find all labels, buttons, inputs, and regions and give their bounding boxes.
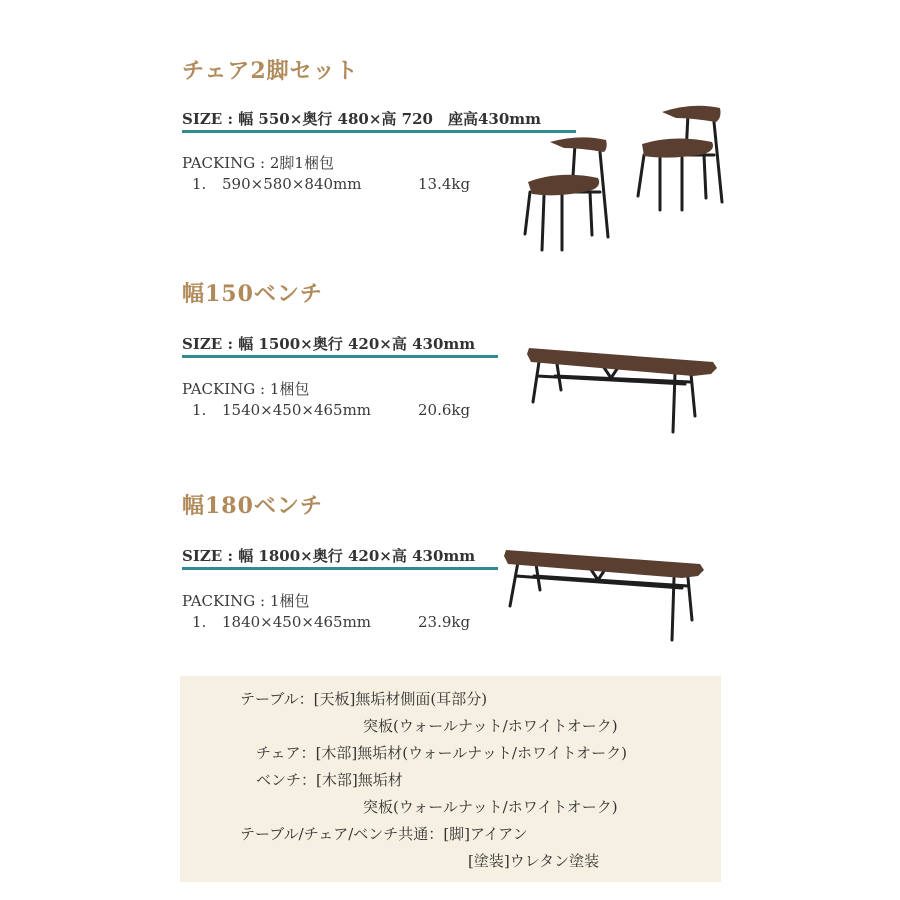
materials-common-row	[240, 823, 528, 844]
bench-150-title: 幅150ベンチ	[182, 281, 323, 307]
chair-set-package-row	[192, 175, 470, 193]
materials-table-row	[240, 688, 487, 709]
materials-common-line2: [塗装]ウレタン塗装	[468, 852, 600, 870]
package-weight: 23.9kg	[418, 613, 471, 631]
package-dimensions: 1840×450×465mm	[222, 613, 372, 631]
package-dimensions: 1540×450×465mm	[222, 401, 372, 419]
materials-bench-row	[256, 769, 403, 790]
package-number: 1.	[192, 401, 207, 419]
package-number: 1.	[192, 175, 207, 193]
materials-bench-label: ベンチ：	[256, 771, 317, 789]
package-dimensions: 590×580×840mm	[222, 175, 362, 193]
bench-150-package-row	[192, 401, 470, 419]
materials-bench-line2: 突板(ウォールナット/ホワイトオーク)	[363, 798, 618, 816]
materials-common-line1: [脚]アイアン	[443, 825, 528, 843]
bench-180-packing-label: PACKING : 1梱包	[182, 592, 310, 610]
package-weight: 13.4kg	[418, 175, 471, 193]
bench-150-image	[525, 340, 720, 435]
materials-table-line2: 突板(ウォールナット/ホワイトオーク)	[363, 717, 618, 735]
bench-180-image	[502, 546, 707, 644]
chair-set-divider	[182, 130, 576, 133]
bench-150-divider	[182, 355, 498, 358]
package-number: 1.	[192, 613, 207, 631]
materials-table-label: テーブル：	[240, 690, 314, 708]
chair-set-title: チェア2脚セット	[182, 58, 359, 84]
bench-150-size: SIZE : 幅 1500×奥行 420×高 430mm	[182, 335, 476, 353]
materials-chair-line1: [木部]無垢材(ウォールナット/ホワイトオーク)	[315, 744, 627, 762]
materials-panel	[180, 676, 721, 882]
materials-chair-label: チェア：	[256, 744, 316, 762]
bench-180-title: 幅180ベンチ	[182, 493, 323, 519]
bench-180-size: SIZE : 幅 1800×奥行 420×高 430mm	[182, 547, 476, 565]
chair-set-packing-label: PACKING : 2脚1梱包	[182, 154, 334, 172]
bench-180-divider	[182, 567, 498, 570]
bench-150-packing-label: PACKING : 1梱包	[182, 380, 310, 398]
materials-common-label: テーブル/チェア/ベンチ共通：	[240, 825, 444, 843]
chair-image-back	[630, 100, 730, 220]
chair-image-front	[520, 132, 620, 257]
bench-180-package-row	[192, 613, 470, 631]
materials-table-line1: [天板]無垢材側面(耳部分)	[313, 690, 488, 708]
package-weight: 20.6kg	[418, 401, 471, 419]
materials-bench-line1: [木部]無垢材	[316, 771, 403, 789]
materials-chair-row	[256, 742, 627, 763]
chair-set-size: SIZE : 幅 550×奥行 480×高 720 座高430mm	[182, 110, 542, 128]
